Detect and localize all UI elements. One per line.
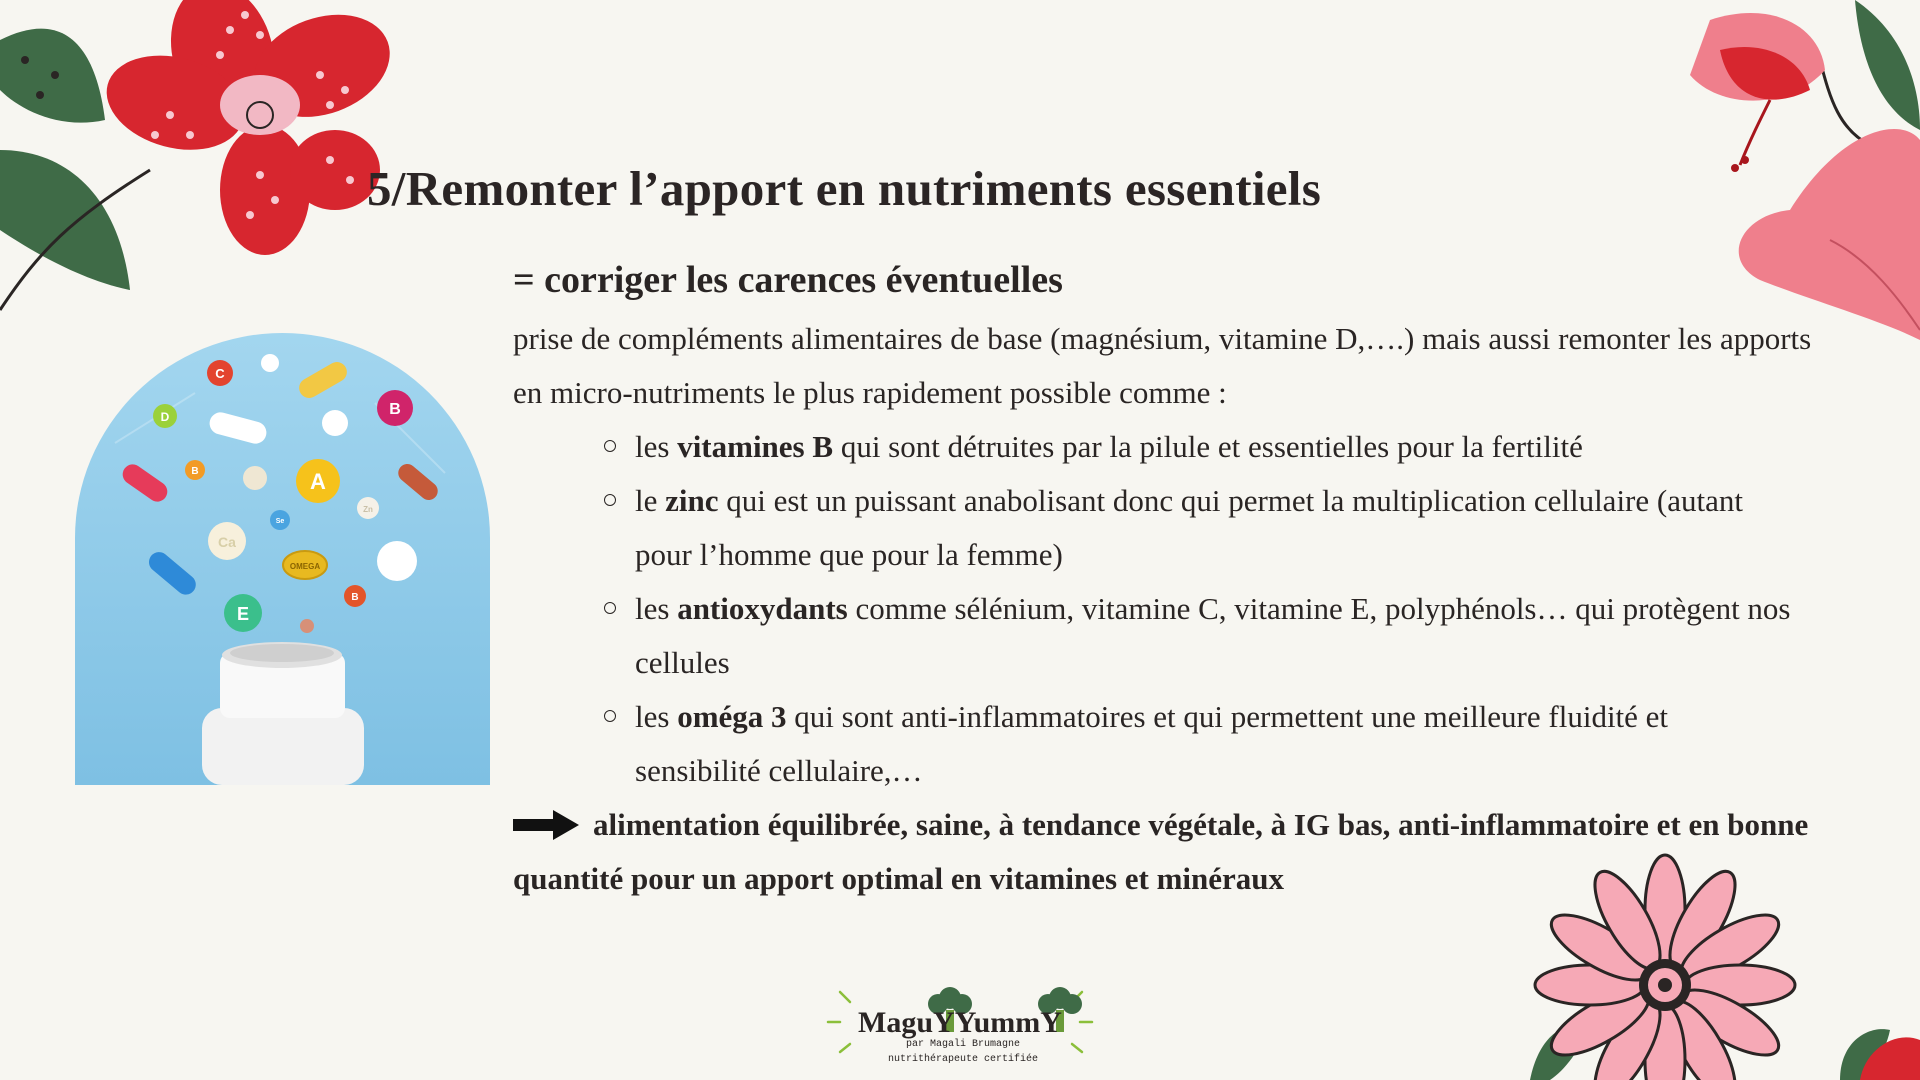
pill-label: Zn: [363, 505, 373, 514]
list-item: [600, 690, 1800, 798]
list-item-text: comme sélénium, vitamine C, vitamine E, polyphénols… qui protègent nos cellules: [635, 591, 1791, 680]
pill-label: C: [215, 366, 225, 381]
slide-title: 5/Remonter l’apport en nutriments essentiels: [367, 161, 1322, 216]
list-item-text: qui sont anti-inflammatoires et qui permettent une meilleure fluidité et sensibilité cellulaire,…: [635, 699, 1669, 788]
slide-subtitle: = corriger les carences éventuelles: [513, 259, 1063, 301]
list-item: [600, 474, 1800, 582]
red-flower-decoration-top-left: [0, 0, 400, 330]
pill-label: B: [389, 401, 401, 418]
maguyummy-logo: [820, 982, 1100, 1068]
pill-label: Ca: [218, 534, 236, 550]
pill-label: B: [351, 592, 359, 603]
list-item-text: qui est un puissant anabolisant donc qui permet la multiplication cellulaire (autant pour l’homme que pour la femme): [635, 483, 1743, 572]
list-item-text: qui sont détruites par la pilule et essentielles pour la fertilité: [833, 429, 1583, 464]
pill-label: A: [310, 469, 326, 494]
pill-label: B: [191, 466, 199, 477]
list-item-keyword: zinc: [665, 483, 719, 518]
logo-role: nutrithérapeute certifiée: [887, 1054, 1039, 1065]
list-item-prefix: les: [635, 591, 678, 626]
list-item-keyword: antioxydants: [677, 591, 848, 626]
circle-bullet-icon: [604, 494, 616, 506]
pill-label: OMEGA: [289, 562, 321, 571]
list-item-keyword: oméga 3: [677, 699, 787, 734]
circle-bullet-icon: [604, 710, 616, 722]
nutrient-list: [600, 420, 1800, 798]
conclusion-paragraph: [513, 798, 1813, 906]
logo-tagline: par Magali Brumagne: [905, 1039, 1021, 1050]
logo-brand: MaguYYummY: [858, 1006, 1062, 1039]
list-item-prefix: le: [635, 483, 666, 518]
list-item: [600, 420, 1800, 474]
supplements-photo: [75, 333, 490, 785]
circle-bullet-icon: [604, 602, 616, 614]
list-item-prefix: les: [635, 699, 678, 734]
circle-bullet-icon: [604, 440, 616, 452]
list-item-keyword: vitamines B: [677, 429, 834, 464]
arrow-right-icon: [513, 810, 579, 840]
pill-label: Se: [275, 518, 285, 525]
conclusion-text: alimentation équilibrée, saine, à tendance végétale, à IG bas, anti-inflammatoire et en bonne quantité pour un apport optimal en vitamines et minéraux: [513, 807, 1809, 896]
intro-paragraph: prise de compléments alimentaires de base (magnésium, vitamine D,….) mais aussi remonter les apports en micro-nutriments le plus rapidement possible comme :: [513, 321, 1812, 410]
list-item-prefix: les: [635, 429, 678, 464]
pill-label: D: [160, 410, 170, 424]
list-item: [600, 582, 1800, 690]
pill-label: E: [236, 604, 250, 624]
